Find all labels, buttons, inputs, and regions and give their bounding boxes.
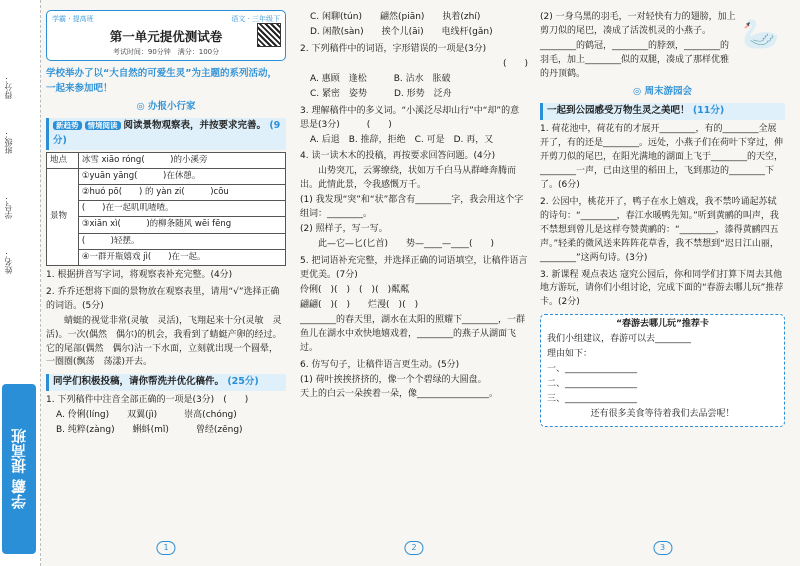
page-title: 第一单元提优测试卷 bbox=[109, 28, 223, 44]
table-cell: ②huó pō( ) 的 yàn zi( )cōu bbox=[78, 185, 285, 201]
question: 2. 乔乔还想将下面的景物放在观察表里，请用“√”选择正确的词语。(5分) bbox=[46, 286, 280, 311]
example: (2) 一身乌黑的羽毛，一对轻快有力的翅膀，加上剪刀似的尾巴，凑成了活泼机灵的小燕子。 bbox=[540, 12, 736, 36]
bar2-points: (25分) bbox=[227, 376, 259, 388]
question: 2. 公园中，桃花开了，鸭子在水上嬉戏，我不禁吟诵起苏轼的诗句：“________，春江水暖鸭先知。”听到黄鹂的叫声，我不禁想到曾儿是这样夸赞黄鹂的：“________，漆得黄鹂四五声。”轻柔的微风送来阵阵花草香，我不禁想到“迟日江山丽，________”这两句诗。(3分) bbox=[540, 196, 779, 263]
id-label: 学号： bbox=[4, 195, 13, 219]
question: 3. 理解稿件中的多义词。“小溪泛尽却山行”中“却”的意思是(3分) ( ) bbox=[300, 105, 520, 130]
option: A. 伶俐(líng) 双翼(jì) 崇高(chóng) bbox=[56, 410, 237, 421]
card-line[interactable]: 三、________________ bbox=[547, 394, 638, 404]
fill-passage: ________的春天里，湖水在太阳的照耀下________，一群鱼儿在湖水中欢快地嬉戏着，________的燕子从湖面飞过。 bbox=[300, 314, 526, 353]
card-title: “春游去哪儿玩”推荐卡 bbox=[616, 319, 709, 330]
question: 3. 新课程 观点表达 寇究公园后，你和同学们打算下周去其他地方游玩，请你们小组讨论，完成下面的“春游去哪儿玩”推荐卡。(2分) bbox=[540, 269, 784, 308]
qr-code-icon bbox=[257, 23, 281, 47]
option: A. 后退 B. 推辞，拒绝 C. 可是 D. 再，又 bbox=[310, 134, 494, 145]
bar1-points: (9分) bbox=[53, 120, 281, 146]
question: 1. 荷花池中，荷花有的才展开________，有的________全展开了，有的还是________。远处，小燕子们在荷叶下穿过，伸开剪刀似的尾巴，在阳光满地的湖面上飞于________的天空，________一声，已由这里的稻田上，飞到那边的________下了。(6分) bbox=[540, 124, 784, 190]
card-line: 理由如下： bbox=[547, 349, 593, 360]
header-right: 语文 · 三年级下 bbox=[231, 15, 280, 23]
crane-illustration-icon: 🦢 bbox=[742, 17, 780, 52]
observation-table bbox=[46, 152, 286, 266]
option: B. 纯粹(zàng) 蝌蚪(mǐ) 曾经(zēng) bbox=[56, 425, 243, 436]
fill-sentence: 天上的白云一朵挨着一朵，像________________。 bbox=[300, 389, 499, 400]
sub-question: (2) 照样子，写一写。 bbox=[300, 224, 388, 235]
answer-bracket[interactable]: ( ) bbox=[502, 58, 528, 69]
tag-trend: 新趋势 bbox=[53, 121, 82, 130]
binding-margin bbox=[0, 0, 41, 566]
table-cell: 景物 bbox=[47, 168, 79, 265]
section-bar-1 bbox=[46, 118, 286, 149]
column-3 bbox=[540, 10, 785, 552]
question: 1. 下列稿件中注音全部正确的一项是(3分) ( ) bbox=[46, 395, 249, 406]
passage: 山势突兀，云雾缭绕，状如万千白马从群峰奔腾而出。此情此景，令我感慨万千。 bbox=[300, 166, 517, 191]
question: 6. 仿写句子，让稿件语言更生动。(5分) bbox=[300, 359, 460, 370]
option: C. 闲聊(tún) 翩然(piān) 执着(zhí) bbox=[310, 12, 481, 22]
word-fill: 伶俐( )( ) ( )( )粼粼 bbox=[300, 284, 410, 295]
card-end: 还有很多美食等待着我们去品尝呢！ bbox=[590, 408, 735, 419]
card-line[interactable]: 二、________________ bbox=[547, 379, 638, 390]
table-cell: ①yuān yāng( )在休憩。 bbox=[78, 168, 285, 184]
tag-reading: 情境阅读 bbox=[85, 121, 121, 130]
score-label: 得分： bbox=[4, 75, 13, 99]
bar3-points: (11分) bbox=[692, 105, 725, 117]
example: 此—它—匕(匕首) 势—____—____( ) bbox=[300, 239, 495, 250]
card-line[interactable]: 我们小组建议，春游可以去________ bbox=[547, 334, 692, 345]
table-cell: 地点 bbox=[47, 152, 79, 168]
brand-logo: 学霸 提高班 bbox=[2, 384, 36, 554]
passage: 蜻蜓的视觉非常(灵敏 灵活)，飞翔起来十分(灵敏 灵活)。一次(偶然 偶尔)的机会，我看到了蜻蜓产卵的经过。它的尾部(偶然 偶尔)沾一下水面，立刻就出现一个圆晕，一圈圈(飘荡 荡漾)开去。 bbox=[46, 315, 282, 368]
exam-meta: 考试时间：90分钟 满分：100分 bbox=[112, 48, 220, 57]
card-line[interactable]: 一、________________ bbox=[547, 364, 638, 375]
section-bar-3 bbox=[540, 103, 785, 120]
bar1-text: 阅读景物观察表，并按要求完善。 bbox=[123, 120, 267, 132]
recommend-card bbox=[540, 314, 785, 427]
column-1 bbox=[46, 10, 286, 552]
option: C. 紧密 姿势 D. 形势 泛舟 bbox=[310, 88, 452, 99]
example: (1) 荷叶挨挨挤挤的，像一个个碧绿的大圆盘。 bbox=[300, 374, 487, 385]
column-2 bbox=[300, 10, 528, 552]
table-cell: 冰雪 xiāo róng( )的小溪旁 bbox=[78, 152, 285, 168]
option: D. 闲散(sàn) 挨个儿(āi) 电线杆(gǎn) bbox=[310, 26, 493, 37]
name-label: 姓名： bbox=[4, 250, 13, 274]
fill-sentence: ________的鹤冠，________的脖颈，________的羽毛，加上________似的双腿，凑成了那样优雅的丹顶鹤。 bbox=[540, 40, 730, 79]
bar2-text: 同学们积极投稿，请你帮洗并优化稿件。 bbox=[53, 376, 225, 388]
header-left: 学霸 · 提高班 bbox=[52, 15, 94, 23]
question: 4. 读一读木木的投稿，再按要求回答问题。(4分) bbox=[300, 151, 496, 162]
intro-text: 学校举办了以“大自然的可爱生灵”为主题的系列活动，一起来参加吧！ bbox=[46, 68, 277, 94]
table-cell: ( )在一起叽叽喳喳。 bbox=[78, 201, 285, 217]
section-newspaper: ◎ 办报小行家 bbox=[136, 100, 196, 112]
class-label: 班级： bbox=[4, 130, 13, 154]
sub-question: (1) 我发现“突”和“状”都含有________字，我会用这个字组词：________。 bbox=[300, 195, 524, 220]
word-fill: 翩翩( )( ) 烂漫( )( ) bbox=[300, 299, 419, 310]
page-number: 1 bbox=[156, 541, 175, 555]
option: A. 惠顾 逢松 B. 沾水 胀破 bbox=[310, 73, 451, 84]
page-number: 3 bbox=[653, 541, 672, 555]
section-weekend: ◎ 周末游园会 bbox=[632, 85, 693, 97]
table-cell: ( )轻摆。 bbox=[78, 233, 285, 249]
table-cell: ④一群开瓶嬉戏 jì( )在一起。 bbox=[78, 249, 285, 265]
section-bar-2 bbox=[46, 374, 286, 391]
question: 2. 下列稿件中的词语，字形错误的一项是(3分) bbox=[300, 43, 487, 54]
bar3-text: 一起到公园感受万物生灵之美吧！ bbox=[547, 105, 690, 117]
question: 1. 根据拼音写字词，将观察表补充完整。(4分) bbox=[46, 269, 233, 280]
title-box bbox=[46, 10, 286, 61]
page-number: 2 bbox=[404, 541, 423, 555]
question: 5. 把词语补充完整，并选择正确的词语填空，让稿件语言更优美。(7分) bbox=[300, 256, 528, 280]
table-cell: ③xiān xì( )的柳条随风 wēi fēng bbox=[78, 217, 285, 233]
